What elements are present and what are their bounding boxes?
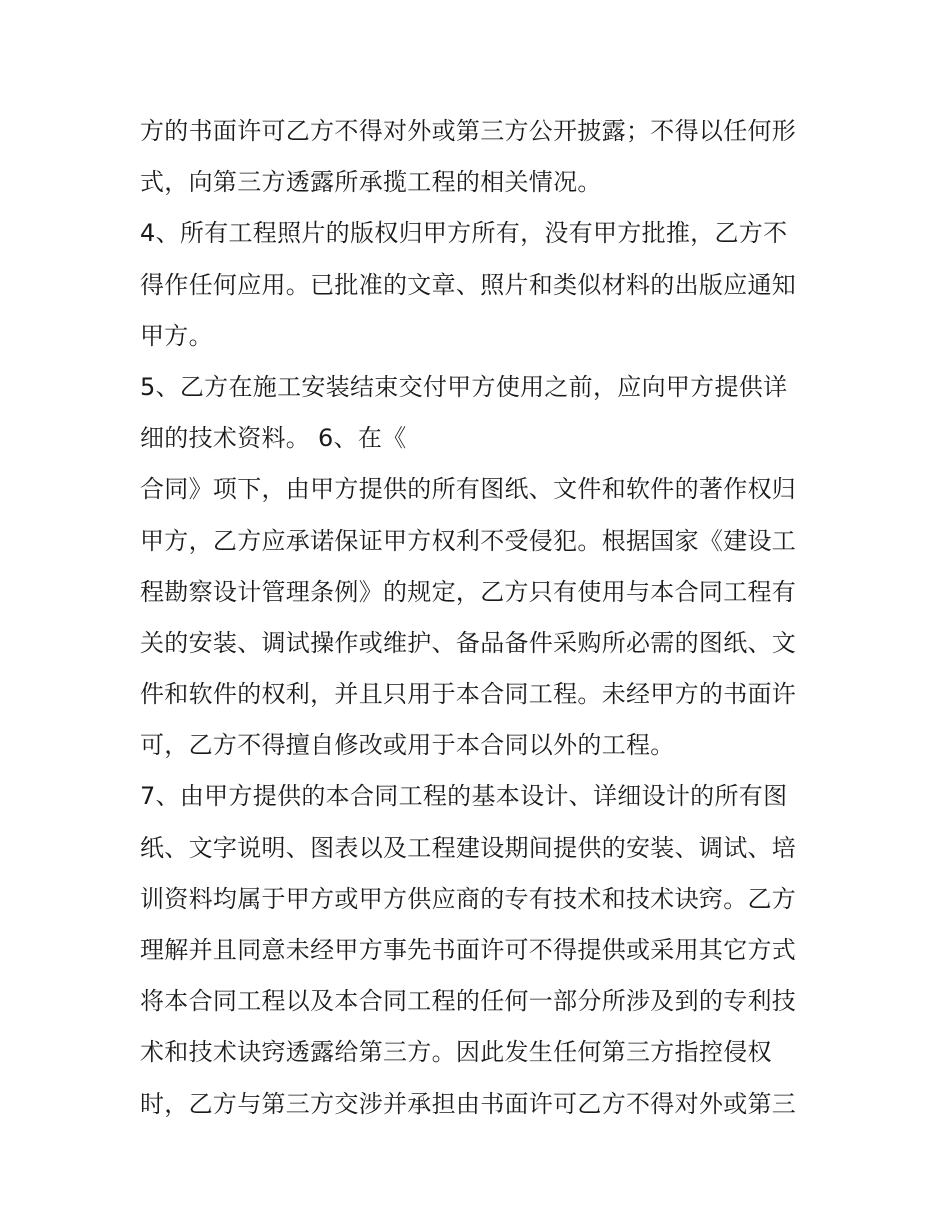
text-line: 方的书面许可乙方不得对外或第三方公开披露；不得以任何形 [140, 117, 797, 145]
text-line: 甲方，乙方应承诺保证甲方权利不受侵犯。根据国家《建设工 [140, 526, 797, 555]
text-line: 式，向第三方透露所承揽工程的相关情况。 [140, 168, 602, 197]
text-line: 关的安装、调试操作或维护、备品备件采购所必需的图纸、文 [140, 628, 797, 657]
text-line: 时，乙方与第三方交涉并承担由书面许可乙方不得对外或第三 [140, 1089, 797, 1118]
text-line: 理解并且同意未经甲方事先书面许可不得提供或采用其它方式 [140, 936, 797, 964]
text-line: 将本合同工程以及本合同工程的任何一部分所涉及到的专利技 [140, 987, 797, 1016]
text-line: 件和软件的权利，并且只用于本合同工程。未经甲方的书面许 [140, 680, 797, 709]
text-line: 可，乙方不得擅自修改或用于本合同以外的工程。 [140, 731, 675, 760]
text-line: 7、由甲方提供的本合同工程的基本设计、详细设计的所有图 [140, 782, 788, 811]
text-line: 术和技术诀窍透露给第三方。因此发生任何第三方指控侵权 [140, 1038, 772, 1067]
text-line: 5、乙方在施工安装结束交付甲方使用之前，应向甲方提供详 [140, 372, 788, 401]
text-line: 纸、文字说明、图表以及工程建设期间提供的安装、调试、培 [140, 833, 797, 862]
text-line: 4、所有工程照片的版权归甲方所有，没有甲方批推，乙方不 [140, 219, 788, 248]
document-body [140, 106, 820, 1130]
text-line: 得作任何应用。已批准的文章、照片和类似材料的出版应通知 [140, 270, 797, 299]
text-line: 合同》项下，由甲方提供的所有图纸、文件和软件的著作权归 [140, 475, 797, 504]
text-line: 细的技术资料。 6、在《 [140, 424, 407, 453]
text-line: 甲方。 [140, 321, 213, 350]
text-line: 训资料均属于甲方或甲方供应商的专有技术和技术诀窍。乙方 [140, 884, 797, 913]
text-line: 程勘察设计管理条例》的规定，乙方只有使用与本合同工程有 [140, 577, 797, 606]
